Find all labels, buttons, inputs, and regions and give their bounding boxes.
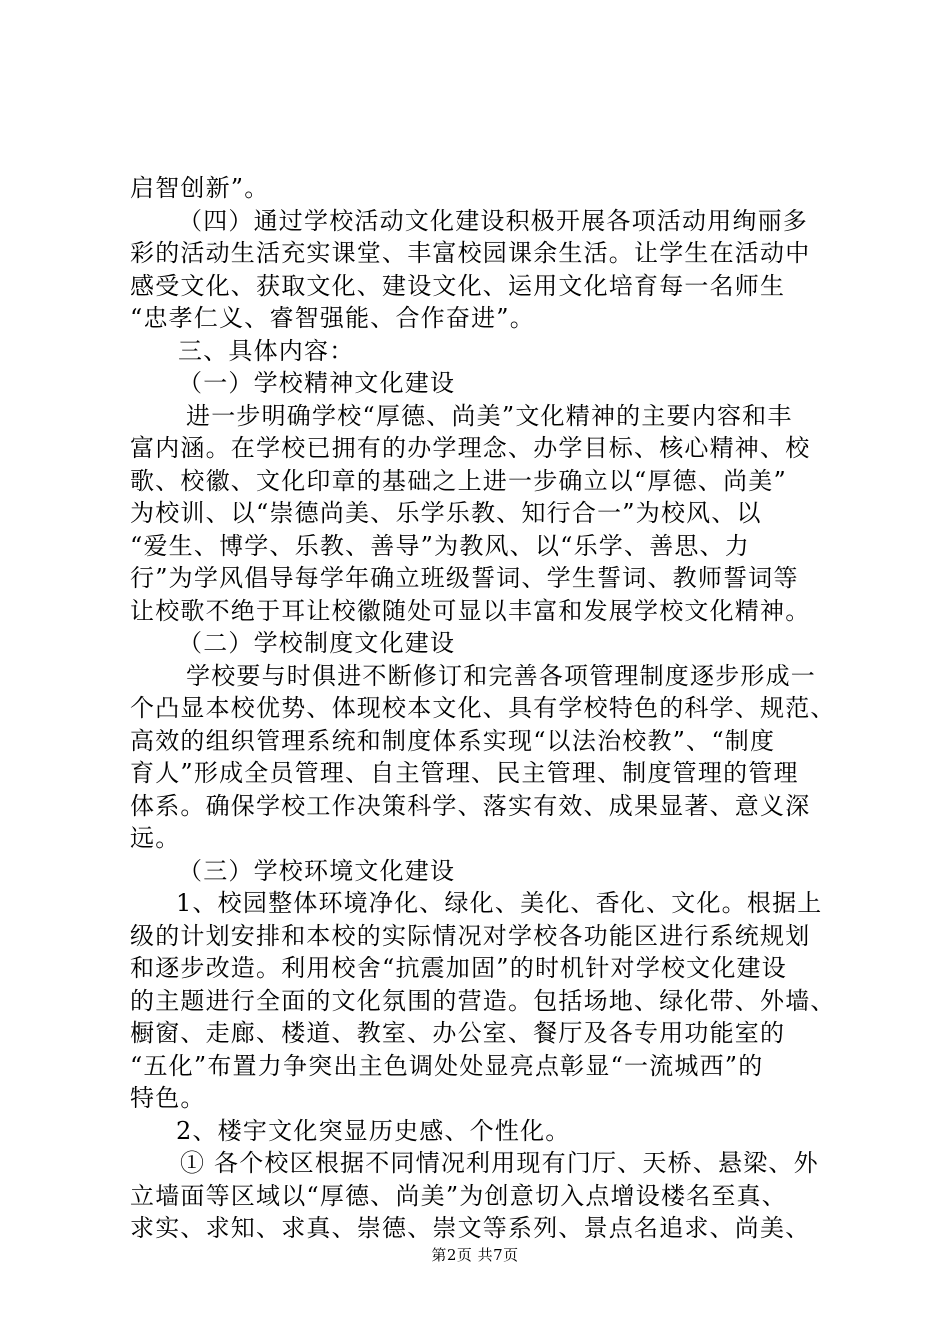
text-line: 的主题进行全面的文化氛围的营造。包括场地、绿化带、外墙、 — [130, 986, 836, 1015]
document-body — [130, 172, 836, 1245]
text-line: 启智创新”。 — [130, 174, 270, 202]
text-line: 感受文化、获取文化、建设文化、运用文化培育每一名师生 — [130, 271, 786, 300]
text-line: 高效的组织管理系统和制度体系实现“以法治校教”、“制度 — [130, 726, 776, 755]
page-footer — [0, 1244, 950, 1265]
subsection-heading: （一）学校精神文化建设 — [178, 369, 456, 397]
text-line: 1、校园整体环境净化、绿化、美化、香化、文化。根据上 — [176, 889, 823, 917]
subsection-heading: （二）学校制度文化建设 — [178, 629, 456, 657]
text-line: “忠孝仁义、睿智强能、合作奋进”。 — [130, 304, 535, 332]
text-line: ① 各个校区根据不同情况利用现有门厅、天桥、悬梁、外 — [180, 1149, 819, 1177]
text-line: 让校歌不绝于耳让校徽随处可显以丰富和发展学校文化精神。 — [130, 596, 811, 625]
text-line: 为校训、以“崇德尚美、乐学乐教、知行合一”为校风、以 — [130, 499, 762, 527]
page-number: 第2页 共7页 — [431, 1246, 519, 1264]
text-line: 立墙面等区域以“厚德、尚美”为创意切入点增设楼名至真、 — [130, 1181, 787, 1210]
text-line: 富内涵。在学校已拥有的办学理念、办学目标、核心精神、校 — [130, 434, 811, 462]
text-line: 级的计划安排和本校的实际情况对学校各功能区进行系统规划 — [130, 921, 811, 950]
text-line: 2、楼宇文化突显历史感、个性化。 — [176, 1116, 571, 1145]
text-line: 育人”形成全员管理、自主管理、民主管理、制度管理的管理 — [130, 759, 799, 787]
text-line: 和逐步改造。利用校舍“抗震加固”的时机针对学校文化建设 — [130, 954, 787, 982]
text-line: 歌、校徽、文化印章的基础之上进一步确立以“厚德、尚美” — [130, 466, 787, 495]
text-line: “爱生、博学、乐教、善导”为教风、以“乐学、善思、力 — [130, 531, 751, 560]
text-line: 个凸显本校优势、体现校本文化、具有学校特色的科学、规范、 — [130, 694, 836, 722]
text-line: （四）通过学校活动文化建设积极开展各项活动用绚丽多 — [178, 206, 808, 235]
text-line: 远。 — [130, 824, 181, 852]
text-line: 橱窗、走廊、楼道、教室、办公室、餐厅及各专用功能室的 — [130, 1019, 786, 1047]
text-line: 行”为学风倡导每学年确立班级誓词、学生誓词、教师誓词等 — [130, 564, 799, 592]
section-heading: 三、具体内容： — [178, 336, 355, 365]
text-line: “五化”布置力争突出主色调处处显亮点彰显“一流城西”的 — [130, 1051, 764, 1080]
text-line: 进一步明确学校“厚德、尚美”文化精神的主要内容和丰 — [186, 401, 793, 430]
subsection-heading: （三）学校环境文化建设 — [178, 856, 456, 885]
text-line: 特色。 — [130, 1084, 206, 1112]
text-line: 彩的活动生活充实课堂、丰富校园课余生活。让学生在活动中 — [130, 239, 811, 267]
text-line: 学校要与时俱进不断修订和完善各项管理制度逐步形成一 — [186, 661, 816, 690]
text-line: 体系。确保学校工作决策科学、落实有效、成果显著、意义深 — [130, 791, 811, 820]
text-line: 求实、求知、求真、崇德、崇文等系列、景点名追求、尚美、 — [130, 1214, 811, 1242]
